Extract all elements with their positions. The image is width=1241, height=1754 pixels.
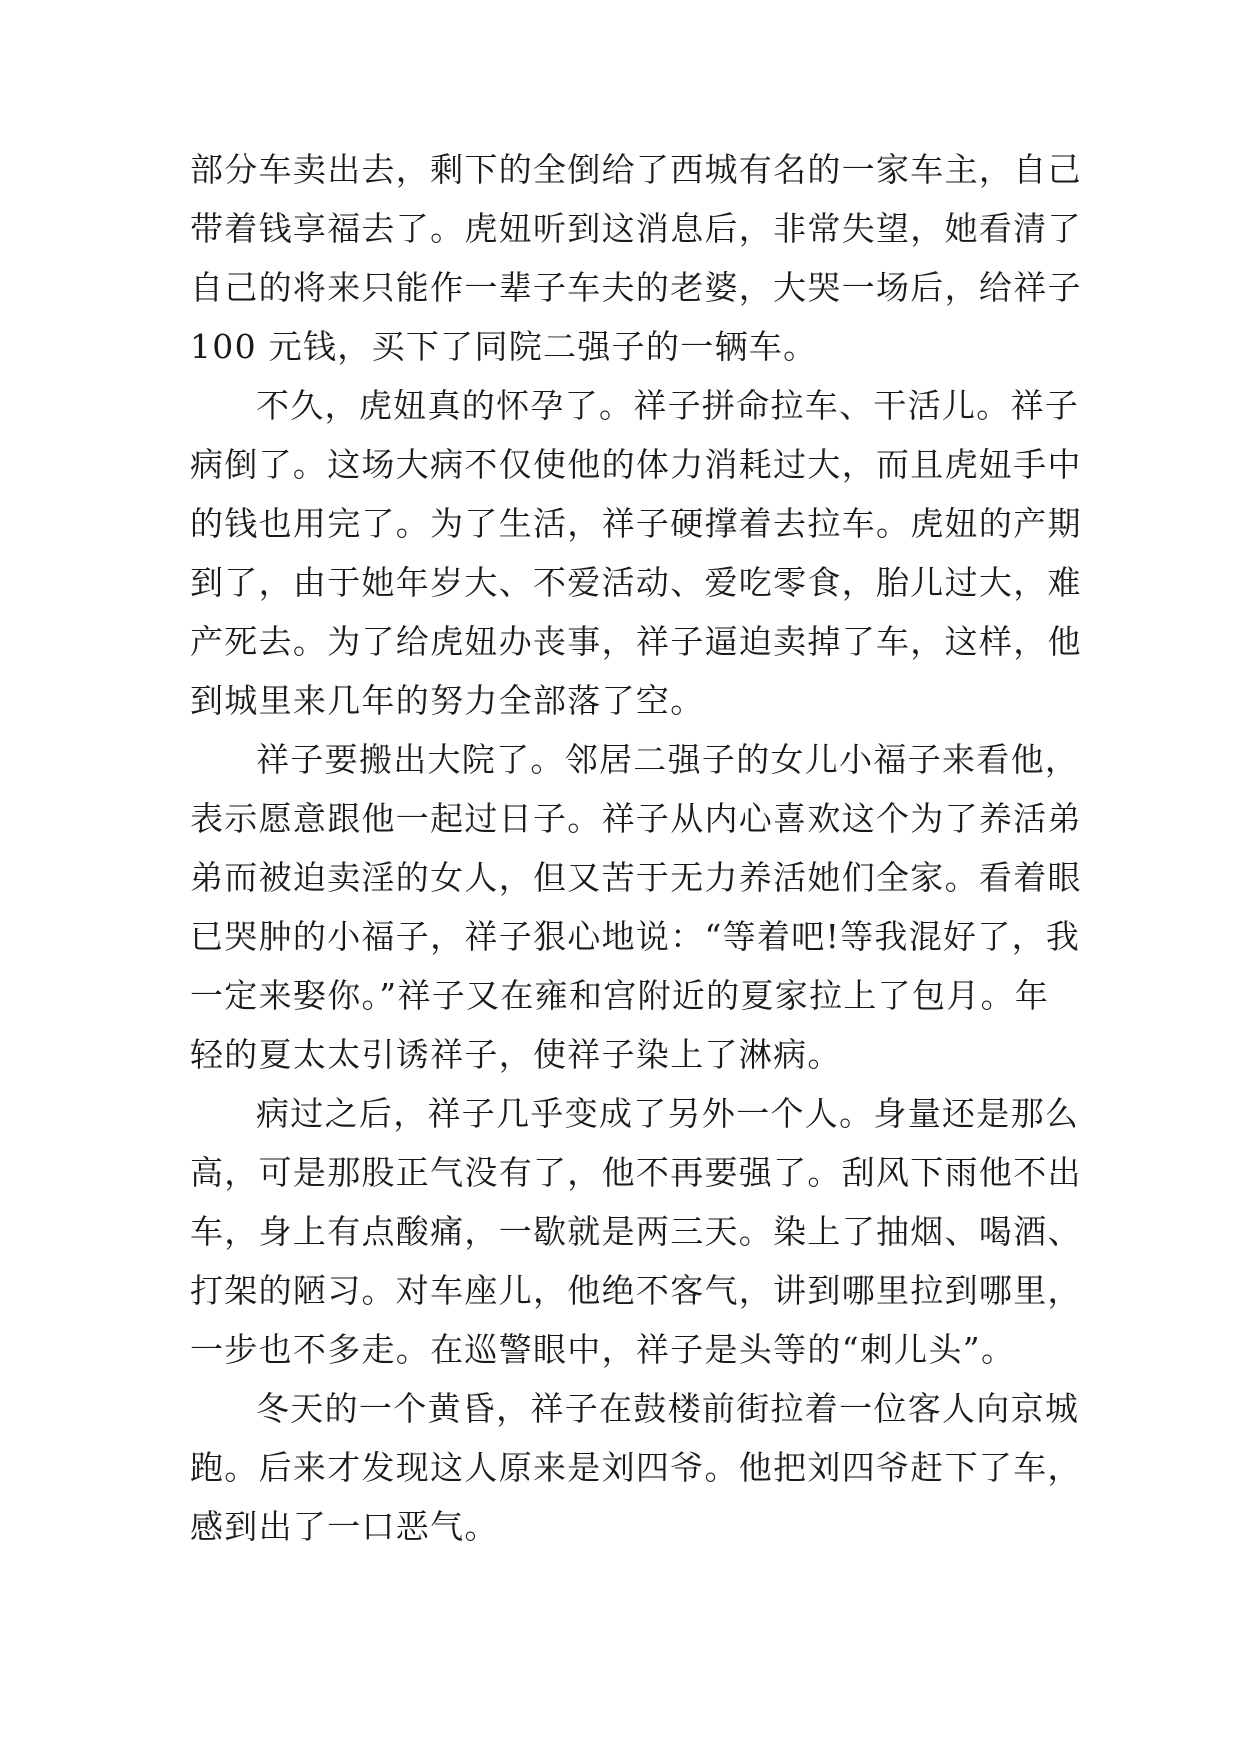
text-line: 表示愿意跟他一起过日子。祥子从内心喜欢这个为了养活弟: [190, 799, 1082, 838]
text-line: 高，可是那股正气没有了，他不再要强了。刮风下雨他不出: [190, 1153, 1082, 1192]
text-line: 产死去。为了给虎妞办丧事，祥子逼迫卖掉了车，这样，他: [190, 622, 1082, 661]
text-line: 带着钱享福去了。虎妞听到这消息后，非常失望，她看清了: [190, 209, 1082, 248]
paragraph-first-line: 冬天的一个黄昏，祥子在鼓楼前街拉着一位客人向京城: [256, 1389, 1080, 1428]
paragraph-first-line: 祥子要搬出大院了。邻居二强子的女儿小福子来看他，: [256, 740, 1080, 779]
text-line: 已哭肿的小福子，祥子狠心地说：“等着吧!等我混好了，我: [190, 917, 1081, 956]
text-line: 弟而被迫卖淫的女人，但又苦于无力养活她们全家。看着眼: [190, 858, 1082, 897]
text-line: 感到出了一口恶气。: [190, 1507, 499, 1546]
text-line: 跑。后来才发现这人原来是刘四爷。他把刘四爷赶下了车，: [190, 1448, 1082, 1487]
text-line: 病倒了。这场大病不仅使他的体力消耗过大，而且虎妞手中: [190, 445, 1082, 484]
text-line: 一定来娶你。”祥子又在雍和宫附近的夏家拉上了包月。年: [190, 976, 1050, 1015]
text-line: 到了，由于她年岁大、不爱活动、爱吃零食，胎儿过大，难: [190, 563, 1082, 602]
paragraph-first-line: 病过之后，祥子几乎变成了另外一个人。身量还是那么: [256, 1094, 1080, 1133]
text-line: 100 元钱，买下了同院二强子的一辆车。: [190, 327, 818, 366]
text-line: 部分车卖出去，剩下的全倒给了西城有名的一家车主，自己: [190, 150, 1082, 189]
paragraph-first-line: 不久，虎妞真的怀孕了。祥子拼命拉车、干活儿。祥子: [256, 386, 1080, 425]
text-line: 自己的将来只能作一辈子车夫的老婆，大哭一场后，给祥子: [190, 268, 1082, 307]
text-line: 打架的陋习。对车座儿，他绝不客气，讲到哪里拉到哪里，: [190, 1271, 1082, 1310]
text-line: 的钱也用完了。为了生活，祥子硬撑着去拉车。虎妞的产期: [190, 504, 1082, 543]
text-line: 车，身上有点酸痛，一歇就是两三天。染上了抽烟、喝酒、: [190, 1212, 1082, 1251]
text-line: 轻的夏太太引诱祥子，使祥子染上了淋病。: [190, 1035, 842, 1074]
text-line: 一步也不多走。在巡警眼中，祥子是头等的“刺儿头”。: [190, 1330, 1016, 1369]
text-line: 到城里来几年的努力全部落了空。: [190, 681, 705, 720]
